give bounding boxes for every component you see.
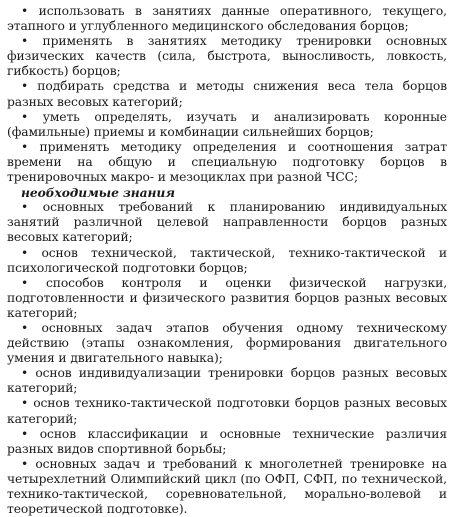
skill-item: • подбирать средства и методы снижения веса тела борцов разных весовых категорий;	[7, 79, 447, 109]
skill-item: • уметь определять, изучать и анализировать коронные (фамильные) приемы и комбинации сильнейших борцов;	[7, 109, 447, 139]
knowledge-item: • способов контроля и оценки физической нагрузки, подготовленности и физического развития борцов разных весовых категорий;	[7, 275, 447, 320]
knowledge-item: • основ индивидуализации тренировки борцов разных весовых категорий;	[7, 366, 447, 396]
knowledge-item: • основных требований к планированию индивидуальных занятий различной целевой направленности борцов разных весовых категорий;	[7, 200, 447, 245]
knowledge-heading: необходимые знания	[21, 185, 175, 201]
skill-item: • применять методику определения и соотношения затрат времени на общую и специальную подготовку борцов в тренировочных макро- и мезоциклах при разной ЧСС;	[7, 139, 447, 185]
knowledge-item: • основ технико-тактической подготовки борцов разных весовых категорий;	[7, 396, 447, 426]
knowledge-item: • основ классификации и основные технические различия разных видов спортивной борьбы;	[7, 426, 447, 456]
skill-item: • применять в занятиях методику тренировки основных физических качеств (сила, быстрота, выносливость, ловкость, гибкость) борцов;	[7, 34, 447, 79]
knowledge-item: • основных задач этапов обучения одному техническому действию (этапы ознакомления, формирования двигательного умения и двигательного навыка);	[7, 320, 447, 366]
knowledge-item: • основных задач и требований к многолетней тренировке на четырехлетний Олимпийский цикл (по ОФП, СФП, по технической, технико-тактической, соревновательной, морально-волевой и теоретической подготовке).	[7, 456, 447, 517]
skill-item: • использовать в занятиях данные оперативного, текущего, этапного и углубленного медицинского обследования борцов;	[7, 4, 447, 34]
knowledge-item: • основ технической, тактической, технико-тактической и психологической подготовки борцов;	[7, 245, 447, 275]
